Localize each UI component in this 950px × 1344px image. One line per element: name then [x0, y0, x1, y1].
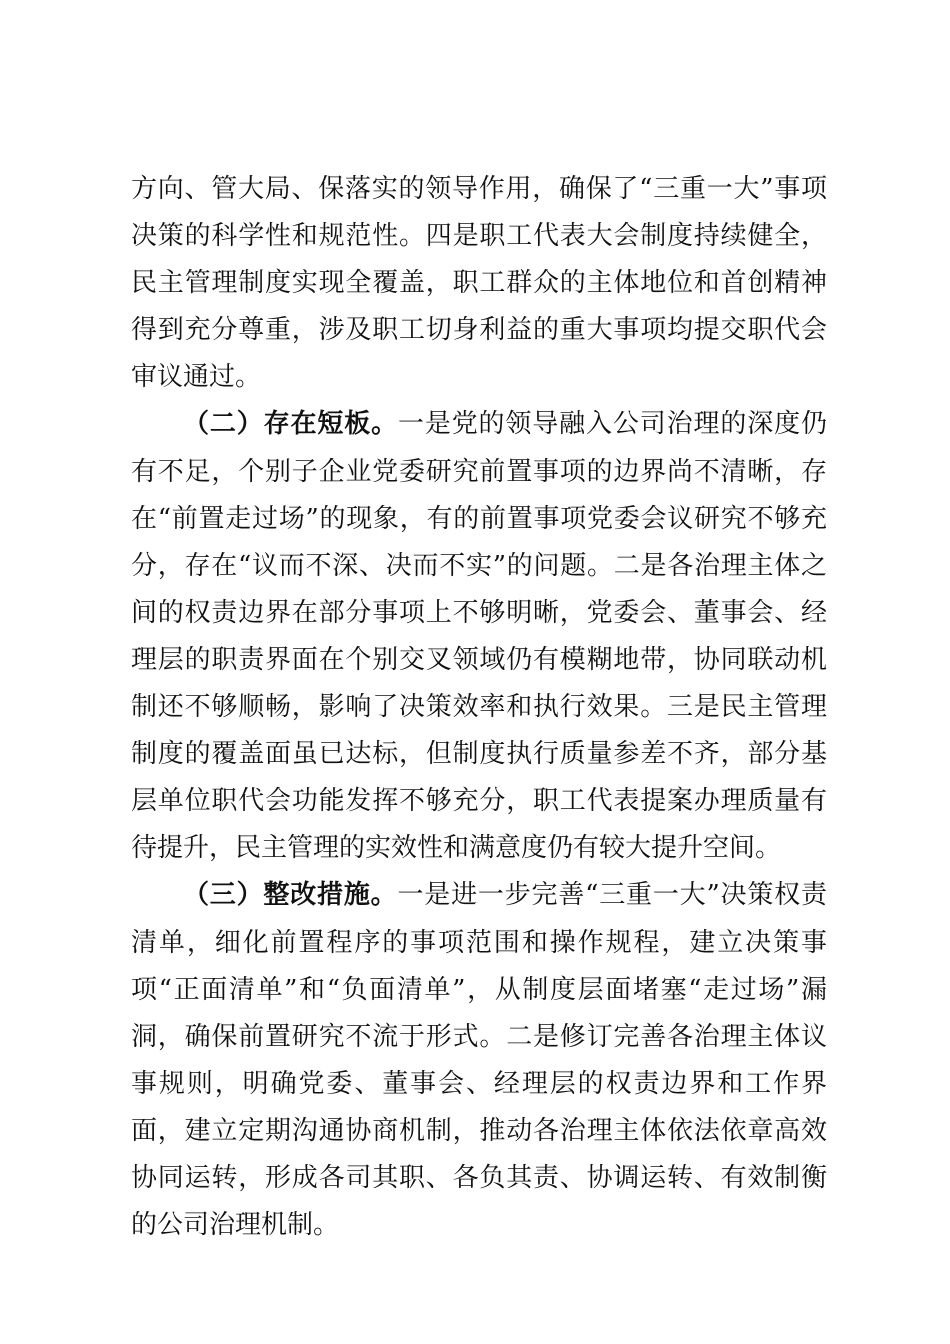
paragraph-continuation [131, 166, 827, 401]
paragraph-text: 一是党的领导融入公司治理的深度仍有不足，个别子企业党委研究前置事项的边界尚不清晰，存在“前置走过场”的现象，有的前置事项党委会议研究不够充分，存在“议而不深、决而不实”的问题。二是各治理主体之间的权责边界在部分事项上不够明晰，党委会、董事会、经理层的职责界面在个别交叉领域仍有模糊地带，协同联动机制还不够顺畅，影响了决策效率和执行效果。三是民主管理制度的覆盖面虽已达标，但制度执行质量参差不齐，部分基层单位职代会功能发挥不够充分，职工代表提案办理质量有待提升，民主管理的实效性和满意度仍有较大提升空间。 [131, 409, 827, 864]
paragraph-text: 一是进一步完善“三重一大”决策权责清单，细化前置程序的事项范围和操作规程，建立决策事项“正面清单”和“负面清单”，从制度层面堵塞“走过场”漏洞，确保前置研究不流于形式。二是修订完善各治理主体议事规则，明确党委、董事会、经理层的权责边界和工作界面，建立定期沟通协商机制，推动各治理主体依法依章高效协同运转，形成各司其职、各负其责、协调运转、有效制衡的公司治理机制。 [131, 880, 827, 1241]
paragraph-rectification [131, 872, 827, 1249]
paragraph-text: 方向、管大局、保落实的领导作用，确保了“三重一大”事项决策的科学性和规范性。四是职工代表大会制度持续健全，民主管理制度实现全覆盖，职工群众的主体地位和首创精神得到充分尊重，涉及职工切身利益的重大事项均提交职代会审议通过。 [131, 174, 827, 393]
paragraph-shortcomings [131, 401, 827, 872]
section-heading-shortcomings: （二）存在短板。 [183, 409, 398, 440]
document-body [131, 166, 827, 1249]
section-heading-rectification: （三）整改措施。 [183, 880, 398, 911]
